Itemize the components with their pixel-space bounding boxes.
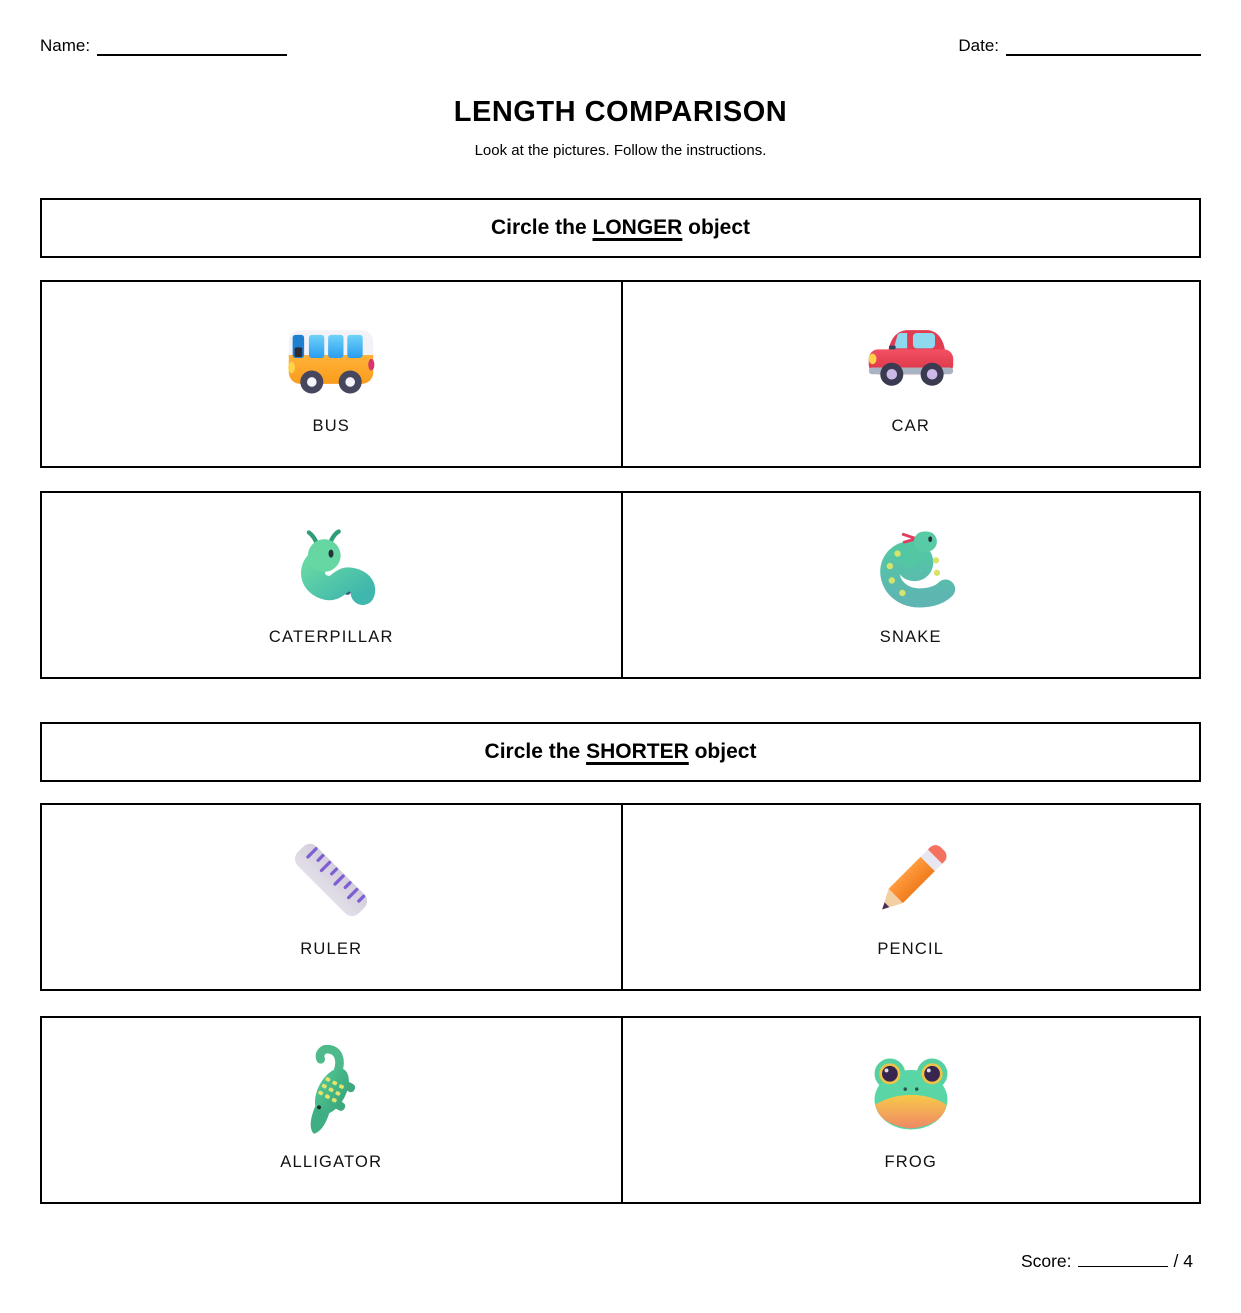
item-label-car: CAR <box>891 417 930 435</box>
alligator-icon <box>283 1045 379 1141</box>
score-total: / 4 <box>1173 1251 1193 1271</box>
item-label-snake: SNAKE <box>879 628 942 646</box>
frog-icon <box>863 1045 959 1141</box>
item-label-alligator: ALLIGATOR <box>280 1153 383 1171</box>
caterpillar-icon <box>283 520 379 616</box>
instruction-keyword-shorter: SHORTER <box>586 740 689 763</box>
snake-icon <box>863 520 959 616</box>
choice-cell-car[interactable] <box>621 282 1200 466</box>
pencil-icon <box>863 832 959 928</box>
date-label: Date: <box>958 36 999 55</box>
section-2-instruction <box>40 722 1201 782</box>
score-label: Score: <box>1020 1251 1072 1271</box>
item-label-ruler: RULER <box>300 940 363 958</box>
page-title: LENGTH COMPARISON <box>453 96 788 128</box>
ruler-icon <box>283 832 379 928</box>
comparison-row-bus-car <box>40 280 1201 468</box>
section-1-instruction <box>40 198 1201 258</box>
choice-cell-caterpillar[interactable] <box>42 493 621 677</box>
item-label-bus: BUS <box>312 417 351 435</box>
choice-cell-ruler[interactable] <box>42 805 621 989</box>
choice-cell-pencil[interactable] <box>621 805 1200 989</box>
instruction-keyword-longer: LONGER <box>592 216 683 239</box>
bus-icon <box>283 309 379 405</box>
score-blank-line[interactable] <box>1078 1250 1168 1267</box>
choice-cell-snake[interactable] <box>621 493 1200 677</box>
item-label-caterpillar: CATERPILLAR <box>268 628 394 646</box>
item-label-frog: FROG <box>884 1153 937 1171</box>
page-subtitle: Look at the pictures. Follow the instructions. <box>474 142 767 159</box>
comparison-row-alligator-frog <box>40 1016 1201 1204</box>
choice-cell-bus[interactable] <box>42 282 621 466</box>
comparison-row-ruler-pencil <box>40 803 1201 991</box>
header-row <box>40 0 1201 56</box>
instruction-text: Circle the LONGER object <box>490 216 751 239</box>
car-icon <box>863 309 959 405</box>
choice-cell-frog[interactable] <box>621 1018 1200 1202</box>
name-label: Name: <box>40 36 91 55</box>
choice-cell-alligator[interactable] <box>42 1018 621 1202</box>
item-label-pencil: PENCIL <box>877 940 945 958</box>
name-field <box>40 36 287 56</box>
comparison-row-caterpillar-snake <box>40 491 1201 679</box>
name-blank-line[interactable] <box>97 39 287 56</box>
date-blank-line[interactable] <box>1006 39 1201 56</box>
date-field <box>958 36 1201 56</box>
score-row <box>40 1250 1201 1272</box>
instruction-text: Circle the SHORTER object <box>484 740 757 763</box>
